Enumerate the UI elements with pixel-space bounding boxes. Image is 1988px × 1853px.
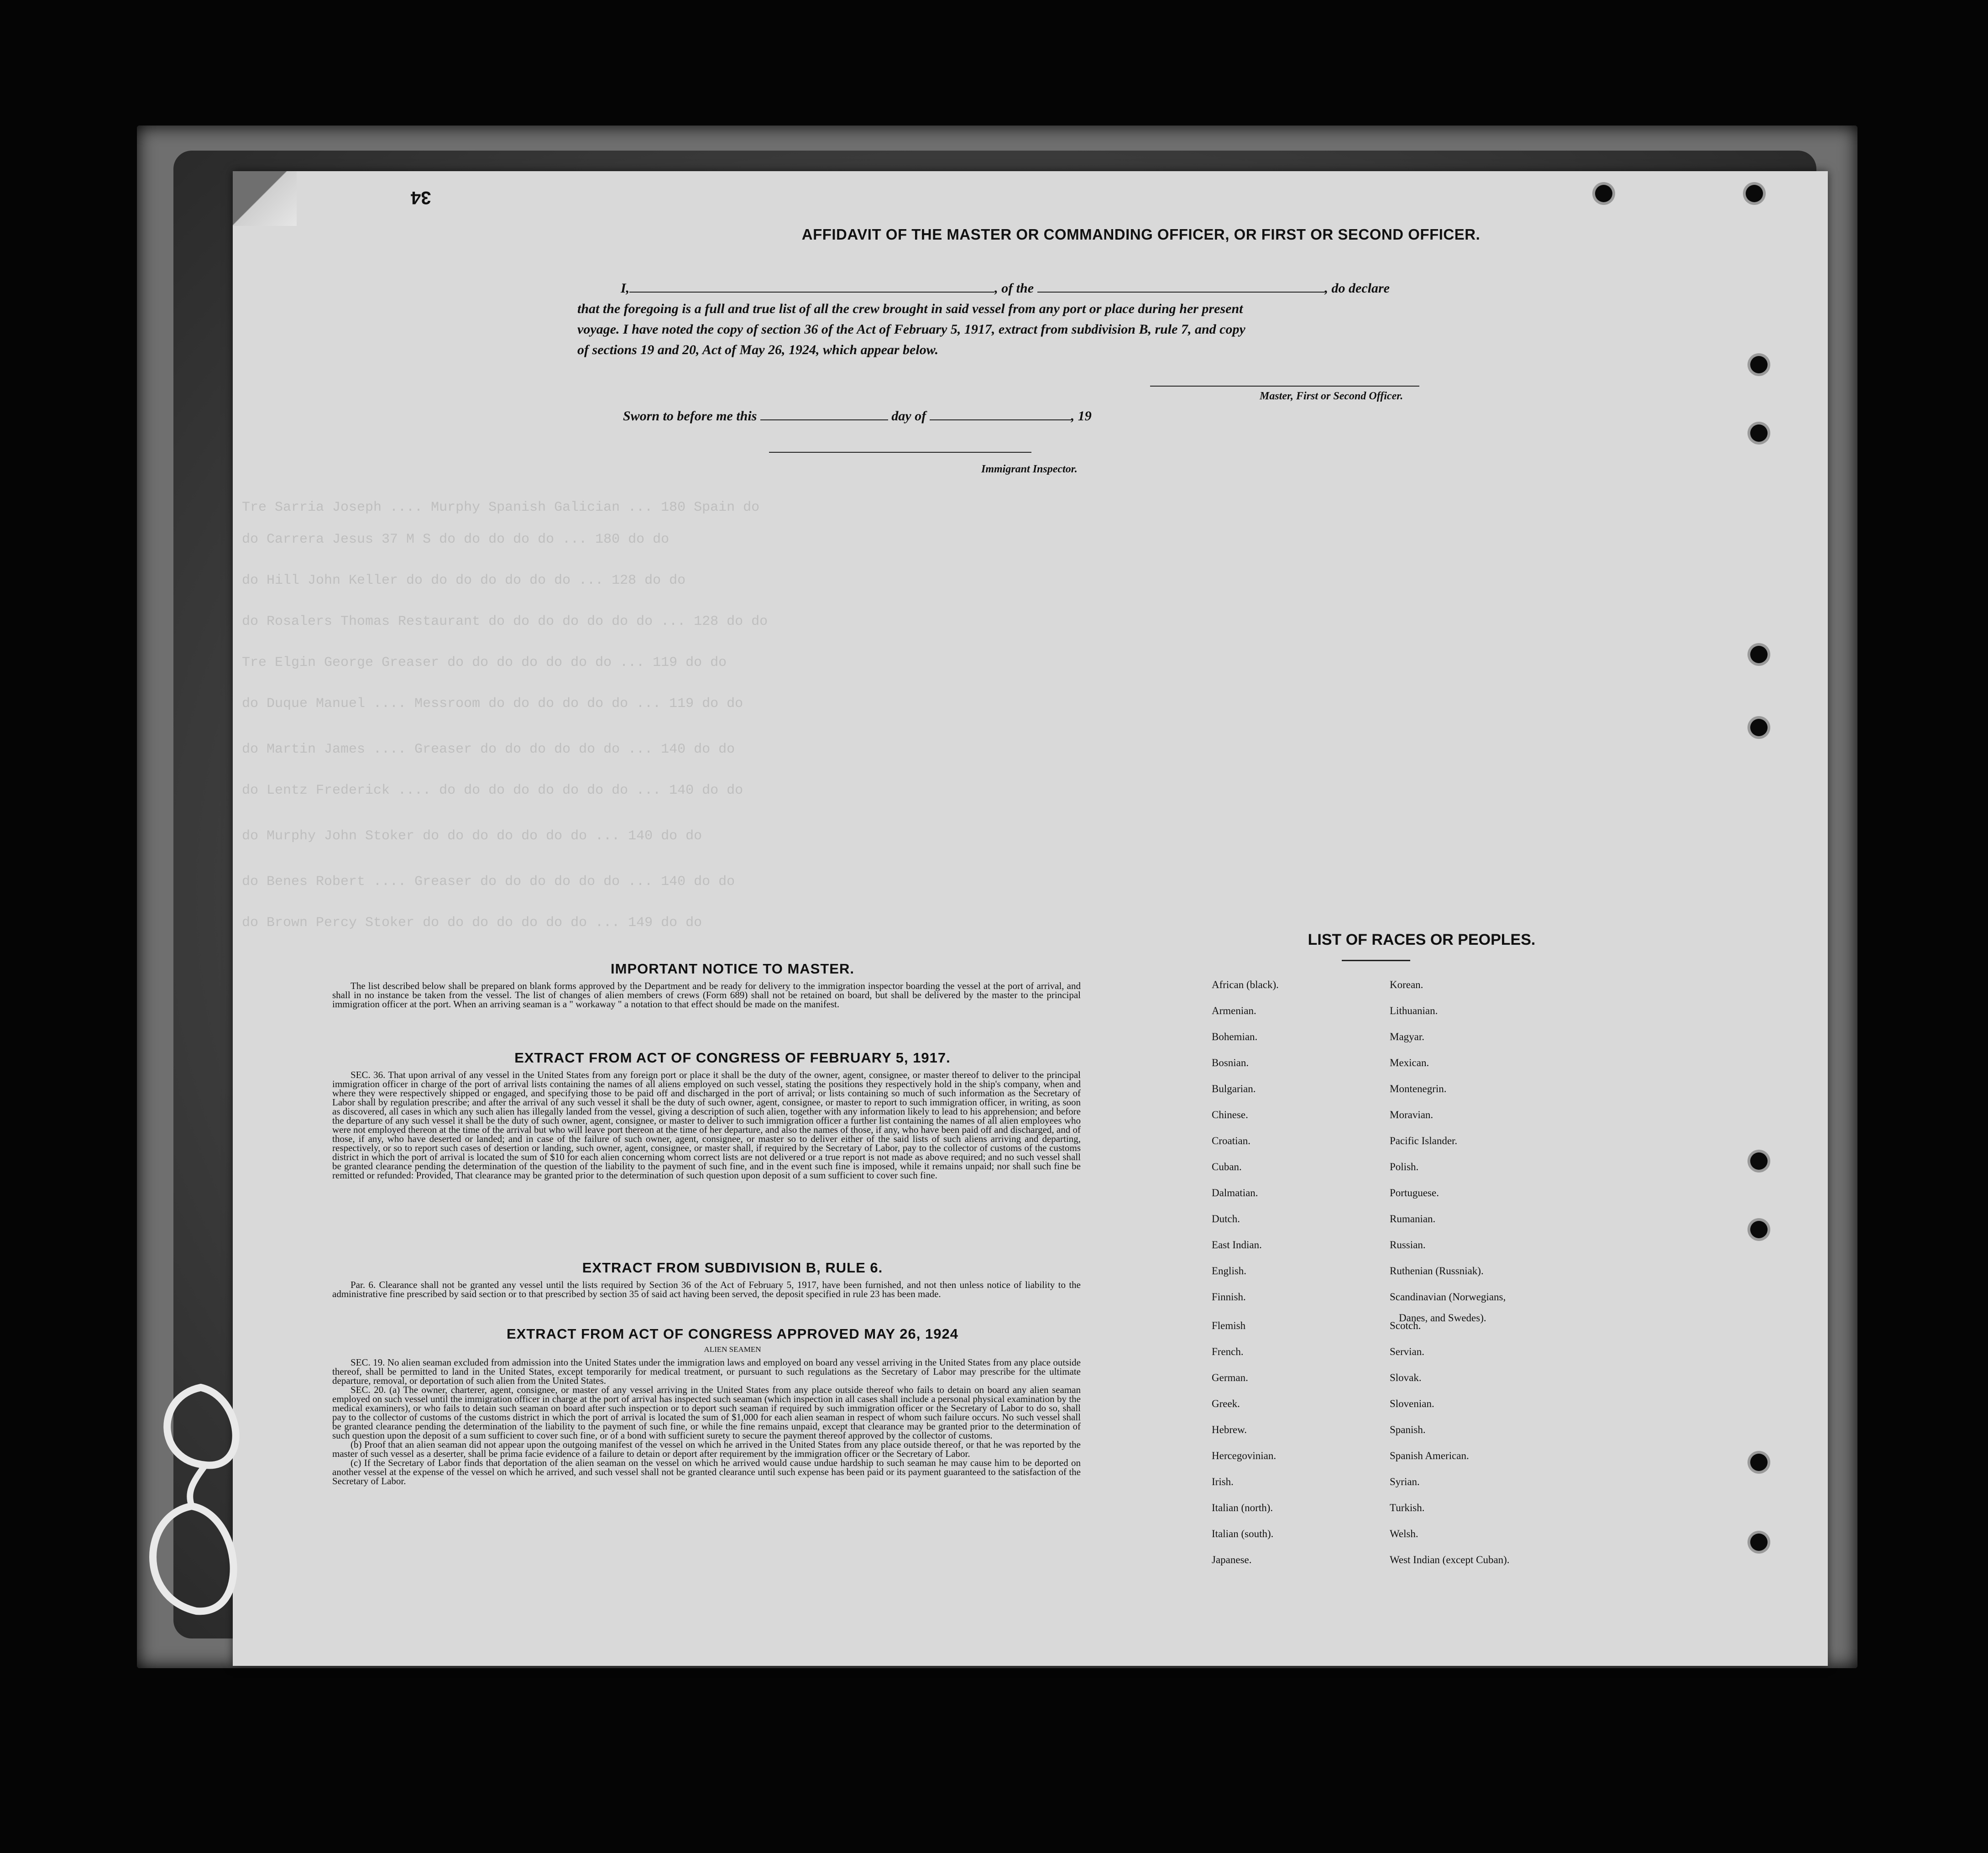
- par-6-paragraph: Par. 6. Clearance shall not be granted any vessel until the lists required by Section 36 of the Act of February 5, 1917, have been furnished, and not then unless notice of liability to the administrative fine prescribed by said section or to that prescribed by section 35 of said act having been served, the deposit specified in rule 23 has been made.: [332, 1279, 1081, 1299]
- punch-hole: [1750, 1454, 1768, 1471]
- master-signature-line[interactable]: [1150, 386, 1419, 387]
- race-right-2: Magyar.: [1390, 1031, 1425, 1042]
- affidavit-i: I,: [621, 281, 630, 296]
- race-left-0: African (black).: [1212, 979, 1279, 990]
- races-title: LIST OF RACES OR PEOPLES.: [1308, 931, 1536, 948]
- race-left-12: Finnish.: [1212, 1291, 1246, 1303]
- race-left-13: Flemish: [1212, 1320, 1246, 1331]
- inspector-label: Immigrant Inspector.: [981, 463, 1078, 475]
- race-left-14: French.: [1212, 1346, 1244, 1357]
- notice-title: IMPORTANT NOTICE TO MASTER.: [611, 961, 854, 977]
- race-left-20: Italian (north).: [1212, 1502, 1273, 1513]
- affidavit-title: AFFIDAVIT OF THE MASTER OR COMMANDING OFFICER, OR FIRST OR SECOND OFFICER.: [801, 226, 1481, 243]
- name-blank[interactable]: [629, 292, 994, 293]
- race-left-1: Armenian.: [1212, 1005, 1256, 1016]
- sec-19-paragraph: SEC. 19. No alien seaman excluded from admission into the United States under the immigration laws and employed on board any vessel arriving in the United States from any place outside thereof, shall be permitted to land in the United States, except temporarily for medical treatment, or pursuant to such regulations as the Secretary of Labor may prescribe for the ultimate departure, removal, or deportation of such alien from the United States.: [332, 1357, 1081, 1386]
- race-right-15: Slovak.: [1390, 1372, 1422, 1383]
- race-left-3: Bosnian.: [1212, 1057, 1249, 1068]
- affidavit-line-2: that the foregoing is a full and true list of all the crew brought in said vessel from any port or place during her present: [577, 301, 1243, 316]
- year-text: , 19: [1071, 408, 1092, 424]
- alien-seamen-subtitle: ALIEN SEAMEN: [704, 1345, 761, 1354]
- races-title-rule: [1342, 960, 1410, 961]
- race-left-6: Croatian.: [1212, 1135, 1250, 1146]
- race-right-16: Slovenian.: [1390, 1398, 1434, 1409]
- punch-hole: [1750, 1534, 1768, 1551]
- sec-20a-paragraph: SEC. 20. (a) The owner, charterer, agent, consignee, or master of any vessel arriving in the United States from any place outside thereof who fails to detain on board any alien seaman employed on such vessel until the immigration officer in charge at the port of arrival has inspected such seaman (which inspection in all cases shall include a personal physical examination by the medical examiners), or who fails to detain such seaman on board after such inspection or to deport such seaman if required by such immigration officer or the Secretary of Labor to do so, shall pay to the collector of customs of the customs district in which the port of arrival is located the sum of $1,000 for each alien seaman in respect of whom such failure occurs. No such vessel shall be granted clearance pending the determination of the liability to the payment of such fine, or while the fine remains unpaid, except that clearance may be granted prior to the determination of such question upon the deposit of a sum sufficient to cover such fine, or of a bond with sufficient surety to secure the payment thereof approved by the collector of customs.: [332, 1384, 1081, 1441]
- punch-hole: [1750, 1221, 1768, 1238]
- race-right-20: Turkish.: [1390, 1502, 1425, 1513]
- manifest-page: Tre Sarria Joseph .... Murphy Spanish Galician ... 180 Spain do do Carrera Jesus 37 M S do do do do do ... 180 do do do Hill John Keller do do do do do do do ... 128 do do do Rosalers Thomas Restaurant do do do do do do do ... 128 do do Tre Elgin George Greaser do do do do do do do ... 119 do do do Duque Manuel .... Messroom do do do do do do ... 119 do do do Martin James .... Greaser do do do do do do ... 140 do do do Lentz Frederick .... do do do do do do do do ... 140 do do do Murphy John Stoker do do do do do do do ... 140 do do do Benes Robert .... Greaser do do do do do do ... 140 do do do Brown Percy Stoker do do do do do do do ... 149 do do 34 AFFIDAVIT OF THE MASTER OR COMMANDING OFFICER, OR FIRST OR SECOND OFFICER. I, , of the , do declare that the foregoing is a full and true list of all the crew brought in said vessel from any port or place during her present voyage. I have noted the copy of section 36 of the Act of February 5, 1917, extract from subdivision B, rule 7, and copy of sections 19 and 20, Act of May 26, 1924, which appear below. Master, First or Second Officer. Sworn to before me this day of , 19 Immigrant Inspector. IMPORTANT NOTICE TO MASTER. The list described below shall be prepared on blank forms approved by the Department and be ready for delivery to the immigration inspector boarding the vessel at the port of arrival, and shall in no instance be taken from the vessel. The list of changes of alien members of crews (Form 689) shall not be retained on board, but shall be delivered by the master to the principal immigration officer at the port. When an arriving seaman is a " workaway " a notation to that effect should be made on the manifest. EXTRACT FROM ACT OF CONGRESS OF FEBRUARY 5, 1917. SEC. 36. That upon arrival of any vessel in the United States from any foreign port or place it shall be the duty of the owner, agent, consignee, or master thereof to deliver to the principal immigration officer in charge of the port of arrival lists containing the names of all aliens employed on such vessel, stating the positions they respectively hold in the ship's company, when and where they were respectively shipped or engaged, and specifying those to be paid off and discharged in the port of arrival; or lists containing so much of such information as the Secretary of Labor shall by regulation prescribe; and after the arrival of any such vessel it shall be the duty of such owner, agent, consignee, or master to report to such immigration officer, in writing, as soon as discovered, all cases in which any such alien has illegally landed from the vessel, giving a description of such alien, together with any information likely to lead to his apprehension; and before the departure of any such vessel it shall be the duty of such owner, agent, consignee, or master to deliver to such immigration officer a further list containing the names of all alien employees who were not employed thereon at the time of the arrival but who will leave port thereon at the time of her departure, and also the names of those, if any, who have been paid off and discharged, and of those, if any, who have deserted or landed; and in case of the failure of such owner, agent, consignee, or master so to deliver either of the said lists of such aliens arriving and departing, respectively, or so to report such cases of desertion or landing, such owner, agent, consignee, or master shall, if required by the Secretary of Labor, pay to the collector of customs of the customs district in which the port of arrival is located the sum of $10 for each alien concerning whom correct lists are not delivered or a true report is not made as above required; and no such vessel shall be granted clearance pending the determination of the question of the liability to the payment of such fine, and in the event such fine is imposed, while it remains unpaid; nor shall such fine be remitted or refunded: Provided, That clearance may be granted prior to the determination of such question upon deposit of a sum sufficient to cover such fine. EXTRACT FROM SUBDIVISION B, RULE 6. Par. 6. Clearance shall not be granted any vessel until the lists required by Section 36 of the Act of February 5, 1917, have been furnished, and not then unless notice of liability to the administrative fine prescribed by said section or to that prescribed by section 35 of said act having been served, the deposit specified in rule 23 has been made. EXTRACT FROM ACT OF CONGRESS APPROVED MAY 26, 1924 ALIEN SEAMEN SEC. 19. No alien seaman excluded from admission into the United States under the immigration laws and employed on board any vessel arriving in the United States from any place outside thereof, shall be permitted to land in the United States, except temporarily for medical treatment, or pursuant to such regulations as the Secretary of Labor may prescribe for the ultimate departure, removal, or deportation of such alien from the United States. SEC. 20. (a) The owner, charterer, agent, consignee, or master of any vessel arriving in the United States from any place outside thereof who fails to detain on board any alien seaman employed on such vessel until the immigration officer in charge at the port of arrival has inspected such seaman (which inspection in all cases shall include a personal physical examination by the medical examiners), or who fails to detain such seaman on board after such inspection or to deport such seaman if required by such immigration officer or the Secretary of Labor to do so, shall pay to the collector of customs of the customs district in which the port of arrival is located the sum of $1,000 for each alien seaman in respect of whom such failure occurs. No such vessel shall be granted clearance pending the determination of the liability to the payment of such fine, or while the fine remains unpaid, except that clearance may be granted prior to the determination of such question upon the deposit of a sum sufficient to cover such fine, or of a bond with sufficient surety to secure the payment thereof approved by the collector of customs. (b) Proof that an alien seaman did not appear upon the outgoing manifest of the vessel on which he arrived in the United States from any place outside thereof, or that he was reported by the master of such vessel as a deserter, shall be prima facie evidence of a failure to detain or deport after requirement by the immigration officer or the Secretary of Labor. (c) If the Secretary of Labor finds that deportation of the alien seaman on the vessel on which he arrived would cause undue hardship to such seaman he may cause him to be deported on another vessel at the expense of the vessel on which he arrived, and such vessel shall not be granted clearance until such expense has been paid or its payment guaranteed to the satisfaction of the Secretary of Labor. LIST OF RACES OR PEOPLES. Danes, and Swedes). African (black). Armenian. Bohemian. Bosnian. Bulgarian. Chinese. Croatian. Cuban. Dalmatian. Dutch. East Indian. English. Finnish. Flemish French. German. Greek. Hebrew. Hercegovinian. Irish. Italian (north). Italian (south). Japanese. Korean. Lithuanian. Magyar. Mexican. Montenegrin. Moravian. Pacific Islander. Polish. Portuguese. Rumanian. Russian. Ruthenian (Russniak). Scandinavian (Norwegians, Scotch. Servian. Slovak. Slovenian. Spanish. Spanish American. Syrian. Turkish. Welsh. West Indian (except Cuban).: [233, 171, 1828, 1666]
- sec-20b-paragraph: (b) Proof that an alien seaman did not appear upon the outgoing manifest of the vessel on which he arrived in the United States from any place outside thereof, or that he was reported by the master of such vessel as a deserter, shall be prima facie evidence of a failure to detain or deport after requirement by the immigration officer or the Secretary of Labor.: [332, 1439, 1081, 1459]
- race-left-19: Irish.: [1212, 1476, 1234, 1487]
- race-right-19: Syrian.: [1390, 1476, 1420, 1487]
- race-left-11: English.: [1212, 1265, 1247, 1277]
- sworn-line: [623, 408, 1092, 424]
- notice-paragraph: The list described below shall be prepared on blank forms approved by the Department and be ready for delivery to the immigration inspector boarding the vessel at the port of arrival, and shall in no instance be taken from the vessel. The list of changes of alien members of crews (Form 689) shall not be retained on board, but shall be delivered by the master to the principal immigration officer at the port. When an arriving seaman is a " workaway " a notation to that effect should be made on the manifest.: [332, 980, 1081, 1010]
- race-right-6: Pacific Islander.: [1390, 1135, 1458, 1146]
- punch-hole: [1750, 424, 1768, 442]
- extract-1924-text: [332, 1358, 1081, 1486]
- affidavit-of-the: , of the: [994, 281, 1034, 296]
- race-left-10: East Indian.: [1212, 1239, 1262, 1251]
- punch-hole: [1750, 646, 1768, 663]
- race-right-9: Rumanian.: [1390, 1213, 1436, 1225]
- race-right-0: Korean.: [1390, 979, 1423, 990]
- race-right-7: Polish.: [1390, 1161, 1419, 1173]
- punch-hole: [1595, 185, 1612, 202]
- notice-text: [332, 981, 1081, 1009]
- race-right-22: West Indian (except Cuban).: [1390, 1554, 1510, 1565]
- master-signature-label: Master, First or Second Officer.: [1260, 390, 1403, 402]
- day-blank[interactable]: [760, 419, 888, 420]
- race-right-10: Russian.: [1390, 1239, 1426, 1251]
- race-right-1: Lithuanian.: [1390, 1005, 1438, 1016]
- vessel-blank[interactable]: [1037, 292, 1325, 293]
- punch-hole: [1750, 1152, 1768, 1170]
- race-right-8: Portuguese.: [1390, 1187, 1439, 1199]
- race-left-17: Hebrew.: [1212, 1424, 1247, 1435]
- sec-20c-paragraph: (c) If the Secretary of Labor finds that deportation of the alien seaman on the vessel on which he arrived would cause undue hardship to such seaman he may cause him to be deported on another vessel at the expense of the vessel on which he arrived, and such vessel shall not be granted clearance until such expense has been paid or its payment guaranteed to the satisfaction of the Secretary of Labor.: [332, 1457, 1081, 1487]
- race-left-16: Greek.: [1212, 1398, 1240, 1409]
- affidavit-declaration-line: [621, 281, 1390, 296]
- extract-1917-text: [332, 1070, 1081, 1180]
- subdivision-title: EXTRACT FROM SUBDIVISION B, RULE 6.: [582, 1260, 883, 1276]
- affidavit-line-3: voyage. I have noted the copy of section 36 of the Act of February 5, 1917, extract from subdivision B, rule 7, and copy: [577, 322, 1245, 337]
- month-blank[interactable]: [930, 419, 1071, 420]
- punch-hole: [1750, 356, 1768, 373]
- race-left-8: Dalmatian.: [1212, 1187, 1258, 1199]
- race-left-15: German.: [1212, 1372, 1248, 1383]
- race-right-3: Mexican.: [1390, 1057, 1429, 1068]
- section-36-paragraph: SEC. 36. That upon arrival of any vessel in the United States from any foreign port or place it shall be the duty of the owner, agent, consignee, or master thereof to deliver to the principal immigration officer in charge of the port of arrival lists containing the names of all aliens employed on such vessel, stating the positions they respectively hold in the ship's company, when and where they were respectively shipped or engaged, and specifying those to be paid off and discharged in the port of arrival; or lists containing so much of such information as the Secretary of Labor shall by regulation prescribe; and after the arrival of any such vessel it shall be the duty of such owner, agent, consignee, or master to report to such immigration officer, in writing, as soon as discovered, all cases in which any such alien has illegally landed from the vessel, giving a description of such alien, together with any information likely to lead to his apprehension; and before the departure of any such vessel it shall be the duty of such owner, agent, consignee, or master to deliver to such immigration officer a further list containing the names of all alien employees who were not employed thereon at the time of the arrival but who will leave port thereon at the time of her departure, and also the names of those, if any, who have been paid off and discharged, and of those, if any, who have deserted or landed; and in case of the failure of such owner, agent, consignee, or master so to deliver either of the said lists of such aliens arriving and departing, respectively, or so to report such cases of desertion or landing, such owner, agent, consignee, or master shall, if required by the Secretary of Labor, pay to the collector of customs of the customs district in which the port of arrival is located the sum of $10 for each alien concerning whom correct lists are not delivered or a true report is not made as above required; and no such vessel shall be granted clearance pending the determination of the question of the liability to the payment of such fine, and in the event such fine is imposed, while it remains unpaid; nor shall such fine be remitted or refunded: Provided, That clearance may be granted prior to the determination of such question upon deposit of a sum sufficient to cover such fine.: [332, 1069, 1081, 1181]
- punch-hole: [1750, 719, 1768, 736]
- race-scandinavian-continued: Danes, and Swedes).: [1399, 1312, 1486, 1324]
- race-right-11: Ruthenian (Russniak).: [1390, 1265, 1484, 1277]
- sworn-text: Sworn to before me this: [623, 408, 757, 424]
- inspector-signature-line[interactable]: [769, 452, 1031, 453]
- subdivision-text: [332, 1280, 1081, 1298]
- extract-1924-title: EXTRACT FROM ACT OF CONGRESS APPROVED MAY 26, 1924: [507, 1326, 958, 1342]
- punch-hole: [1746, 185, 1763, 202]
- race-left-4: Bulgarian.: [1212, 1083, 1256, 1094]
- affidavit-line-4: of sections 19 and 20, Act of May 26, 1924, which appear below.: [577, 342, 939, 357]
- handwritten-eight-mark: [137, 1378, 256, 1625]
- race-right-5: Moravian.: [1390, 1109, 1433, 1120]
- race-right-14: Servian.: [1390, 1346, 1425, 1357]
- day-of-text: day of: [891, 408, 926, 424]
- race-right-18: Spanish American.: [1390, 1450, 1469, 1461]
- page-number: 34: [411, 188, 431, 208]
- race-left-7: Cuban.: [1212, 1161, 1242, 1173]
- race-left-21: Italian (south).: [1212, 1528, 1274, 1539]
- race-left-2: Bohemian.: [1212, 1031, 1258, 1042]
- race-left-9: Dutch.: [1212, 1213, 1240, 1225]
- race-left-22: Japanese.: [1212, 1554, 1252, 1565]
- race-right-4: Montenegrin.: [1390, 1083, 1447, 1094]
- race-right-21: Welsh.: [1390, 1528, 1418, 1539]
- race-left-5: Chinese.: [1212, 1109, 1248, 1120]
- race-right-12: Scandinavian (Norwegians,: [1390, 1291, 1506, 1303]
- race-left-18: Hercegovinian.: [1212, 1450, 1277, 1461]
- race-right-13: Scotch.: [1390, 1320, 1421, 1331]
- extract-1917-title: EXTRACT FROM ACT OF CONGRESS OF FEBRUARY 5, 1917.: [514, 1050, 951, 1066]
- race-right-17: Spanish.: [1390, 1424, 1426, 1435]
- affidavit-do-declare: , do declare: [1324, 281, 1390, 296]
